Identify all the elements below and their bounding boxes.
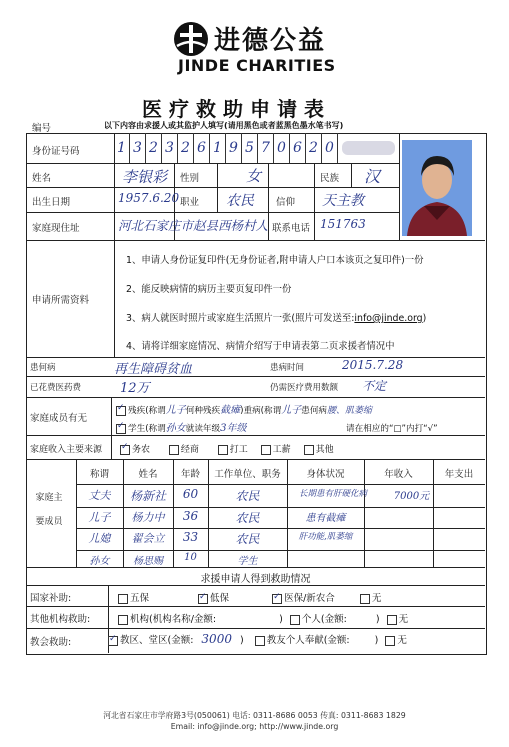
member-work: 农民 bbox=[235, 511, 260, 525]
table-row bbox=[76, 552, 485, 567]
member-relation: 丈夫 bbox=[88, 489, 111, 502]
gender-value: 女 bbox=[246, 167, 262, 185]
member-work: 农民 bbox=[235, 489, 260, 503]
materials-item-4: 4、请将详细家庭情况、病情介绍写于申请表第二页求援者情况中 bbox=[126, 341, 395, 352]
disabled-relation: 儿子 bbox=[165, 405, 186, 416]
checkbox-hint: 请在相应的“□”内打“√” bbox=[346, 424, 438, 434]
job-label: 职业 bbox=[180, 197, 200, 208]
income-business-label: 经商 bbox=[180, 445, 199, 455]
student-grade: 3年级 bbox=[220, 423, 247, 434]
income-farming-checkbox[interactable]: ✓ bbox=[120, 445, 130, 455]
onset-value: 2015.7.28 bbox=[342, 358, 404, 372]
church-aid-options bbox=[108, 632, 407, 646]
other-aid-options bbox=[118, 611, 408, 625]
materials-item-3-text: 3、病人就医时照片或家庭生活照片一张(照片可发送至: bbox=[126, 313, 355, 324]
materials-item-2: 2、能反映病情的病历主要页复印件一份 bbox=[126, 284, 292, 295]
member-relation: 儿子 bbox=[88, 511, 111, 524]
id-label: 身份证号码 bbox=[32, 146, 80, 157]
disabled-line bbox=[116, 401, 372, 416]
job-value: 农民 bbox=[226, 193, 254, 209]
id-digit: 7 bbox=[258, 133, 274, 163]
income-other-checkbox[interactable] bbox=[304, 445, 314, 455]
birth-value: 1957.6.20 bbox=[118, 191, 180, 205]
other-person-label: 个人(金额: bbox=[301, 614, 347, 625]
other-person-close: ) bbox=[375, 614, 380, 625]
col-header-name: 姓名 bbox=[138, 469, 158, 480]
id-digit: 5 bbox=[242, 133, 258, 163]
cost-value: 12万 bbox=[120, 381, 150, 396]
student-line bbox=[116, 419, 247, 434]
member-age: 10 bbox=[184, 552, 197, 563]
col-header-income: 年收入 bbox=[384, 469, 413, 480]
address-label: 家庭现住址 bbox=[32, 223, 80, 234]
materials-label: 申请所需资料 bbox=[32, 295, 90, 306]
other-person-checkbox[interactable] bbox=[290, 615, 300, 625]
income-options bbox=[120, 442, 334, 455]
ill-mid: 患何病 bbox=[301, 406, 328, 416]
income-labor-checkbox[interactable] bbox=[218, 445, 228, 455]
income-salary-checkbox[interactable] bbox=[261, 445, 271, 455]
aid-medical-checkbox[interactable]: ✓ bbox=[273, 591, 281, 602]
remaining-value: 不定 bbox=[362, 379, 387, 393]
member-age: 36 bbox=[182, 509, 199, 523]
church-friends-close: ) bbox=[374, 635, 379, 646]
member-health: 长期患有肝硬化病 bbox=[298, 489, 367, 499]
member-name: 翟会立 bbox=[131, 532, 165, 545]
aid-dibao-label: 低保 bbox=[210, 593, 230, 604]
member-relation: 孙女 bbox=[89, 556, 110, 567]
disease-label: 患何病 bbox=[30, 363, 56, 373]
id-digit: 3 bbox=[162, 133, 178, 163]
member-age: 60 bbox=[182, 487, 199, 501]
student-relation: 孙女 bbox=[165, 423, 186, 434]
materials-email-link[interactable]: info@jinde.org bbox=[354, 313, 423, 324]
aid-section-title: 求援申请人得到救助情况 bbox=[200, 574, 311, 585]
student-mid: 就读年级 bbox=[185, 424, 221, 434]
other-aid-label: 其他机构救助: bbox=[30, 614, 91, 625]
aid-none-checkbox[interactable] bbox=[360, 594, 370, 604]
aid-medical-label: 医保/新农合 bbox=[284, 593, 335, 604]
org-name-en: JINDE CHARITIES bbox=[178, 56, 336, 75]
religion-label: 信仰 bbox=[276, 197, 296, 208]
footer-address: 河北省石家庄市学府路3号(050061) 电话: 0311-8686 0053 传真: 0311-8683 1829 bbox=[103, 711, 406, 720]
aid-wubao-checkbox[interactable] bbox=[118, 594, 128, 604]
table-row bbox=[76, 487, 485, 507]
member-name: 杨力中 bbox=[131, 511, 165, 524]
member-health: 肝功能,肌萎缩 bbox=[298, 532, 353, 542]
member-health: 患有截瘫 bbox=[305, 513, 346, 524]
religion-value: 天主教 bbox=[322, 193, 364, 209]
id-digit: 0 bbox=[274, 133, 290, 163]
church-aid-label: 教会救助: bbox=[30, 637, 72, 648]
remaining-label: 仍需医疗费用数额 bbox=[270, 383, 339, 393]
church-parish-checkbox[interactable]: ✓ bbox=[109, 633, 117, 644]
id-digit: 3 bbox=[130, 133, 146, 163]
instruction-text: 以下内容由求援人或其监护人填写(请用黑色或者蓝黑色墨水笔书写) bbox=[104, 121, 344, 130]
church-friends-checkbox[interactable] bbox=[255, 636, 265, 646]
id-digit-boxes bbox=[114, 133, 399, 163]
col-header-expense: 年支出 bbox=[444, 469, 474, 480]
address-value: 河北石家庄市赵县西杨村人 bbox=[118, 218, 269, 233]
ill-pre: )重病(称谓 bbox=[240, 406, 282, 416]
other-org-close: ) bbox=[279, 614, 283, 625]
col-header-health: 身体状况 bbox=[306, 469, 345, 480]
org-logo bbox=[172, 20, 210, 58]
other-none-checkbox[interactable] bbox=[387, 615, 397, 625]
ill-relation: 儿子 bbox=[281, 405, 302, 416]
col-header-relation: 称谓 bbox=[89, 469, 109, 480]
footer-contact: Email: info@jinde.org; http://www.jinde.org bbox=[170, 722, 339, 731]
other-org-checkbox[interactable] bbox=[118, 615, 128, 625]
id-digit: 2 bbox=[306, 133, 322, 163]
materials-item-3-tail: ) bbox=[422, 313, 427, 324]
org-name-cn: 进德公益 bbox=[214, 26, 327, 56]
member-name: 杨新社 bbox=[129, 489, 166, 503]
id-digit: 6 bbox=[290, 133, 306, 163]
income-farming-label: 务农 bbox=[132, 445, 151, 455]
aid-dibao-checkbox[interactable]: ✓ bbox=[199, 591, 207, 602]
disabled-mid: 何种残疾 bbox=[185, 406, 221, 416]
member-work: 学生 bbox=[237, 556, 258, 567]
income-other-label: 其他 bbox=[315, 445, 334, 455]
family-flags-label: 家庭成员有无 bbox=[30, 413, 88, 424]
aid-none-label: 无 bbox=[371, 593, 382, 604]
id-redacted-tail bbox=[342, 141, 395, 155]
student-checkbox[interactable]: ✓ bbox=[116, 424, 126, 434]
church-none-checkbox[interactable] bbox=[385, 636, 395, 646]
national-aid-label: 国家补助: bbox=[30, 593, 72, 604]
materials-item-3 bbox=[126, 310, 426, 324]
income-source-label: 家庭收入主要来源 bbox=[30, 445, 103, 455]
onset-label: 患病时间 bbox=[270, 363, 305, 373]
form-title: 医疗救助申请表 bbox=[142, 97, 331, 121]
gender-label: 性别 bbox=[180, 173, 200, 184]
members-section-label: 家庭主要成员 bbox=[35, 493, 63, 527]
phone-value: 151763 bbox=[320, 217, 366, 231]
id-digit: 1 bbox=[114, 133, 130, 163]
disabled-pre: 残疾(称谓 bbox=[128, 406, 166, 416]
ill-type: 腰、肌萎缩 bbox=[327, 406, 373, 416]
other-none-label: 无 bbox=[398, 614, 409, 625]
member-name: 杨思赐 bbox=[133, 556, 163, 567]
id-digit: 9 bbox=[226, 133, 242, 163]
national-aid-options bbox=[118, 590, 381, 604]
ethnicity-value: 汉 bbox=[364, 167, 381, 186]
member-age: 33 bbox=[182, 530, 199, 544]
table-row bbox=[76, 530, 485, 550]
cost-label: 已花费医药费 bbox=[30, 383, 82, 393]
id-digit: 2 bbox=[146, 133, 162, 163]
materials-item-1: 1、申请人身份证复印件(无身份证者,附申请人户口本该页之复印件)一份 bbox=[126, 255, 424, 266]
disabled-checkbox[interactable]: ✓ bbox=[116, 406, 126, 416]
id-digit: 0 bbox=[322, 133, 338, 163]
student-pre: 学生(称谓 bbox=[128, 424, 166, 434]
other-org-label: 机构(机构名称/金额: bbox=[130, 614, 217, 625]
name-label: 姓名 bbox=[32, 173, 52, 184]
income-salary-label: 工薪 bbox=[272, 445, 291, 455]
id-digit: 2 bbox=[178, 133, 194, 163]
member-income: 7000元 bbox=[393, 491, 430, 502]
name-value: 李银彩 bbox=[122, 168, 168, 186]
table-row bbox=[76, 509, 485, 529]
col-header-work: 工作单位、职务 bbox=[214, 469, 281, 480]
church-none-label: 无 bbox=[397, 635, 407, 646]
member-relation: 儿媳 bbox=[88, 532, 111, 545]
disabled-type: 截瘫 bbox=[220, 405, 241, 416]
birth-label: 出生日期 bbox=[32, 197, 71, 208]
phone-label: 联系电话 bbox=[272, 223, 311, 234]
col-header-age: 年龄 bbox=[180, 469, 200, 480]
serial-label: 编号 bbox=[32, 123, 52, 134]
church-parish-close: ) bbox=[239, 635, 244, 646]
church-parish-amount: 3000 bbox=[201, 632, 232, 646]
ethnicity-label: 民族 bbox=[320, 173, 340, 184]
id-digit: 1 bbox=[210, 133, 226, 163]
id-digit: 6 bbox=[194, 133, 210, 163]
income-labor-label: 打工 bbox=[229, 445, 248, 455]
church-parish-label: 教区、堂区(金额: bbox=[120, 635, 194, 646]
income-business-checkbox[interactable] bbox=[169, 445, 179, 455]
applicant-photo bbox=[402, 140, 472, 236]
member-work: 农民 bbox=[235, 532, 260, 546]
disease-value: 再生障碍贫血 bbox=[114, 362, 193, 377]
church-friends-label: 教友个人奉献(金额: bbox=[266, 635, 350, 646]
aid-wubao-label: 五保 bbox=[130, 593, 150, 604]
